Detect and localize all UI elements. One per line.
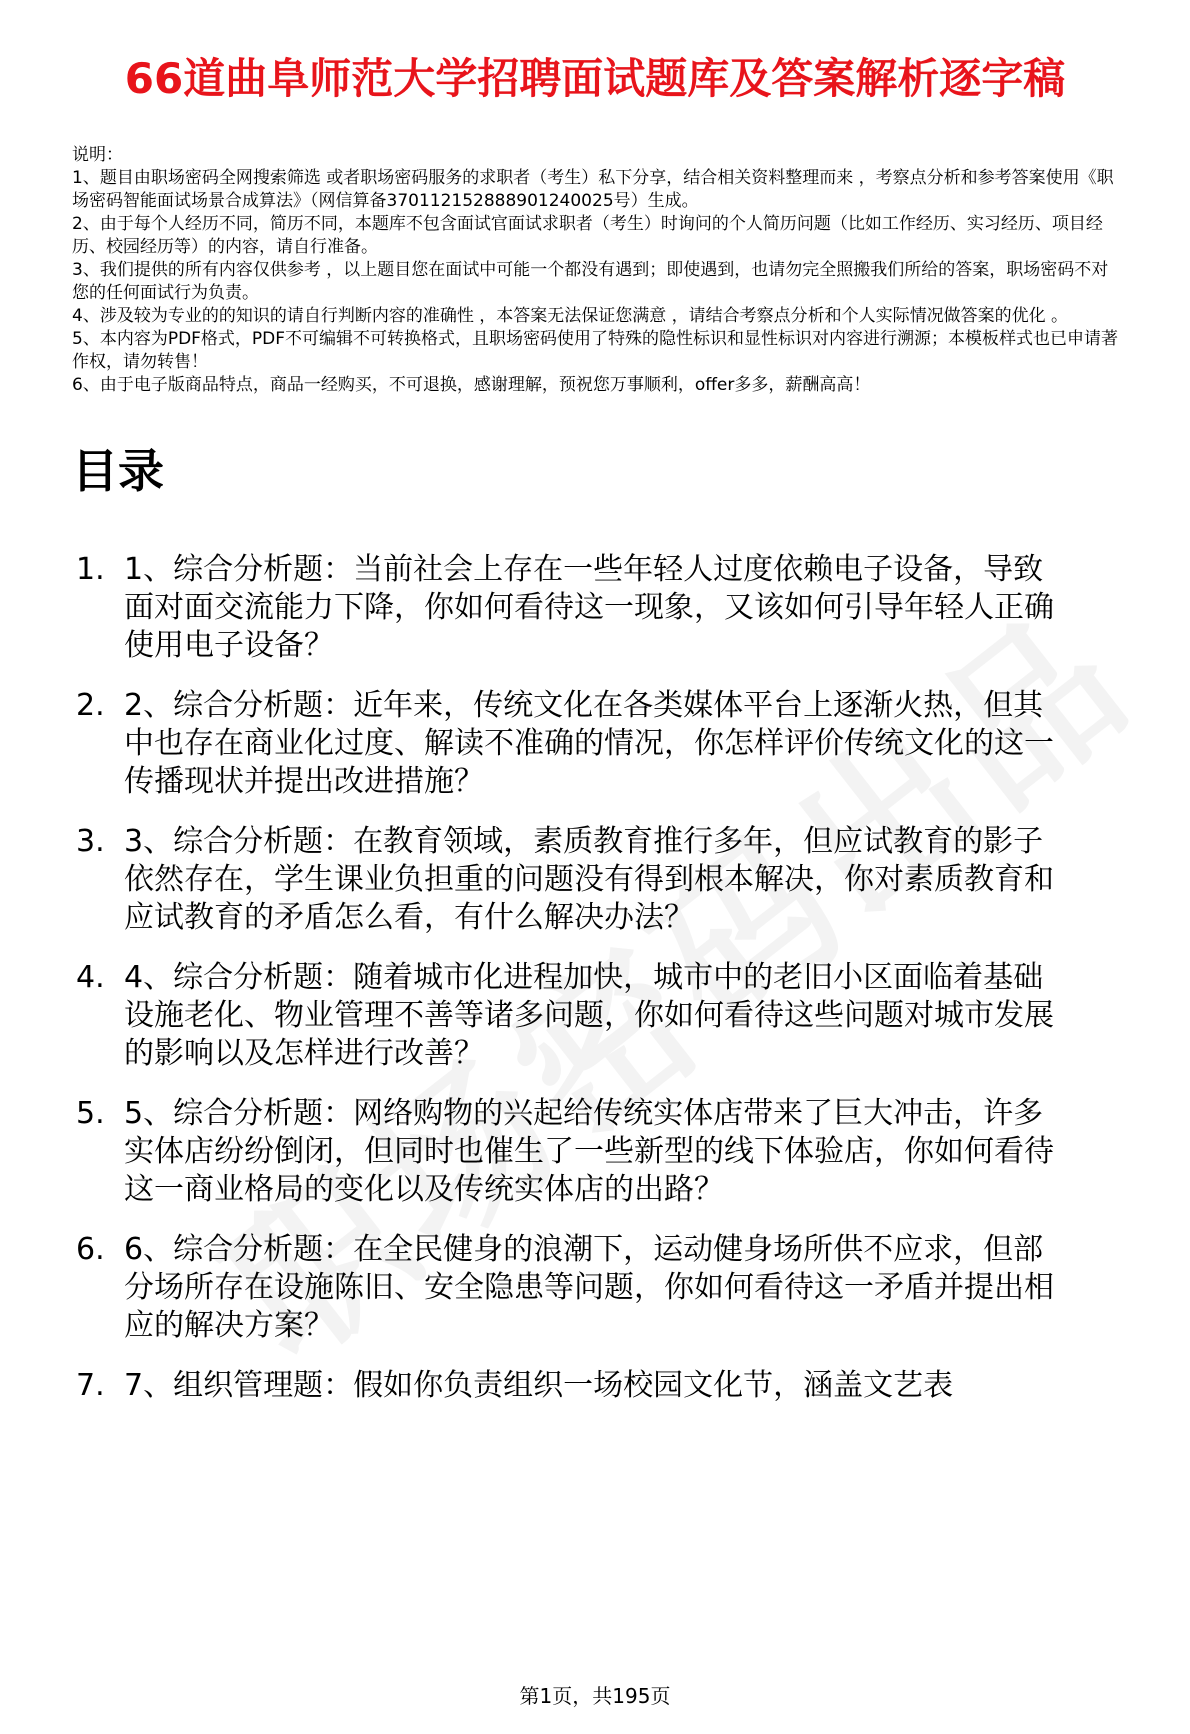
toc-item-text: 5、综合分析题：网络购物的兴起给传统实体店带来了巨大冲击，许多实体店纷纷倒闭，但同时也催生了一些新型的线下体验店，你如何看待这一商业格局的变化以及传统实体店的出路？ <box>124 1096 1054 1207</box>
toc-item-text: 3、综合分析题：在教育领域，素质教育推行多年，但应试教育的影子依然存在，学生课业负担重的问题没有得到根本解决，你对素质教育和应试教育的矛盾怎么看，有什么解决办法？ <box>124 824 1054 935</box>
document-title: 66道曲阜师范大学招聘面试题库及答案解析逐字稿 <box>124 54 1066 103</box>
table-of-contents <box>0 551 1190 1405</box>
note-item: 2、由于每个人经历不同，简历不同，本题库不包含面试官面试求职者（考生）时询问的个人简历问题（比如工作经历、实习经历、项目经历、校园经历等）的内容，请自行准备。 <box>72 214 1103 257</box>
note-item: 5、本内容为PDF格式，PDF不可编辑不可转换格式，且职场密码使用了特殊的隐性标识和显性标识对内容进行溯源；本模板样式也已申请著作权，请勿转售！ <box>72 329 1119 372</box>
toc-item-text: 7、组织管理题：假如你负责组织一场校园文化节，涵盖文艺表 <box>124 1368 954 1403</box>
note-item: 4、涉及较为专业的的知识的请自行判断内容的准确性 ，本答案无法保证您满意 ，请结合考察点分析和个人实际情况做答案的优化 。 <box>72 306 1069 326</box>
notes-section <box>72 144 1122 397</box>
toc-item-text: 6、综合分析题：在全民健身的浪潮下，运动健身场所供不应求，但部分场所存在设施陈旧、安全隐患等问题，你如何看待这一矛盾并提出相应的解决方案？ <box>124 1232 1054 1343</box>
toc-item-number: 5. <box>76 1096 105 1131</box>
toc-heading: 目录 <box>72 444 164 498</box>
note-item: 3、我们提供的所有内容仅供参考 ，以上题目您在面试中可能一个都没有遇到；即使遇到，也请勿完全照搬我们所给的答案，职场密码不对您的任何面试行为负责。 <box>72 260 1109 303</box>
toc-item-number: 1. <box>76 552 105 587</box>
toc-item-text: 2、综合分析题：近年来，传统文化在各类媒体平台上逐渐火热，但其中也存在商业化过度、解读不准确的情况，你怎样评价传统文化的这一传播现状并提出改进措施？ <box>124 688 1054 799</box>
toc-item[interactable] <box>0 687 1054 801</box>
toc-item-number: 2. <box>76 688 105 723</box>
toc-item-number: 4. <box>76 960 105 995</box>
page-footer: 第1页，共195页 <box>519 1684 671 1708</box>
toc-item-text: 4、综合分析题：随着城市化进程加快，城市中的老旧小区面临着基础设施老化、物业管理不善等诸多问题，你如何看待这些问题对城市发展的影响以及怎样进行改善？ <box>124 960 1054 1071</box>
toc-item-text: 1、综合分析题：当前社会上存在一些年轻人过度依赖电子设备，导致面对面交流能力下降，你如何看待这一现象，又该如何引导年轻人正确使用电子设备？ <box>124 552 1054 663</box>
toc-item[interactable] <box>0 1367 1054 1405</box>
note-item: 1、题目由职场密码全网搜索筛选 或者职场密码服务的求职者（考生）私下分享，结合相关资料整理而来 ，考察点分析和参考答案使用《职场密码智能面试场景合成算法》（网信算备370112152888901240025号）生成。 <box>72 168 1114 211</box>
note-item: 6、由于电子版商品特点，商品一经购买，不可退换，感谢理解，预祝您万事顺利，offer多多，薪酬高高！ <box>72 375 871 395</box>
toc-item[interactable] <box>0 551 1054 665</box>
toc-item-number: 7. <box>76 1368 105 1403</box>
toc-item[interactable] <box>0 1231 1054 1345</box>
toc-item[interactable] <box>0 823 1054 937</box>
toc-item-number: 6. <box>76 1232 105 1267</box>
toc-item[interactable] <box>0 1095 1054 1209</box>
toc-item-number: 3. <box>76 824 105 859</box>
notes-heading: 说明： <box>72 145 123 165</box>
toc-item[interactable] <box>0 959 1054 1073</box>
